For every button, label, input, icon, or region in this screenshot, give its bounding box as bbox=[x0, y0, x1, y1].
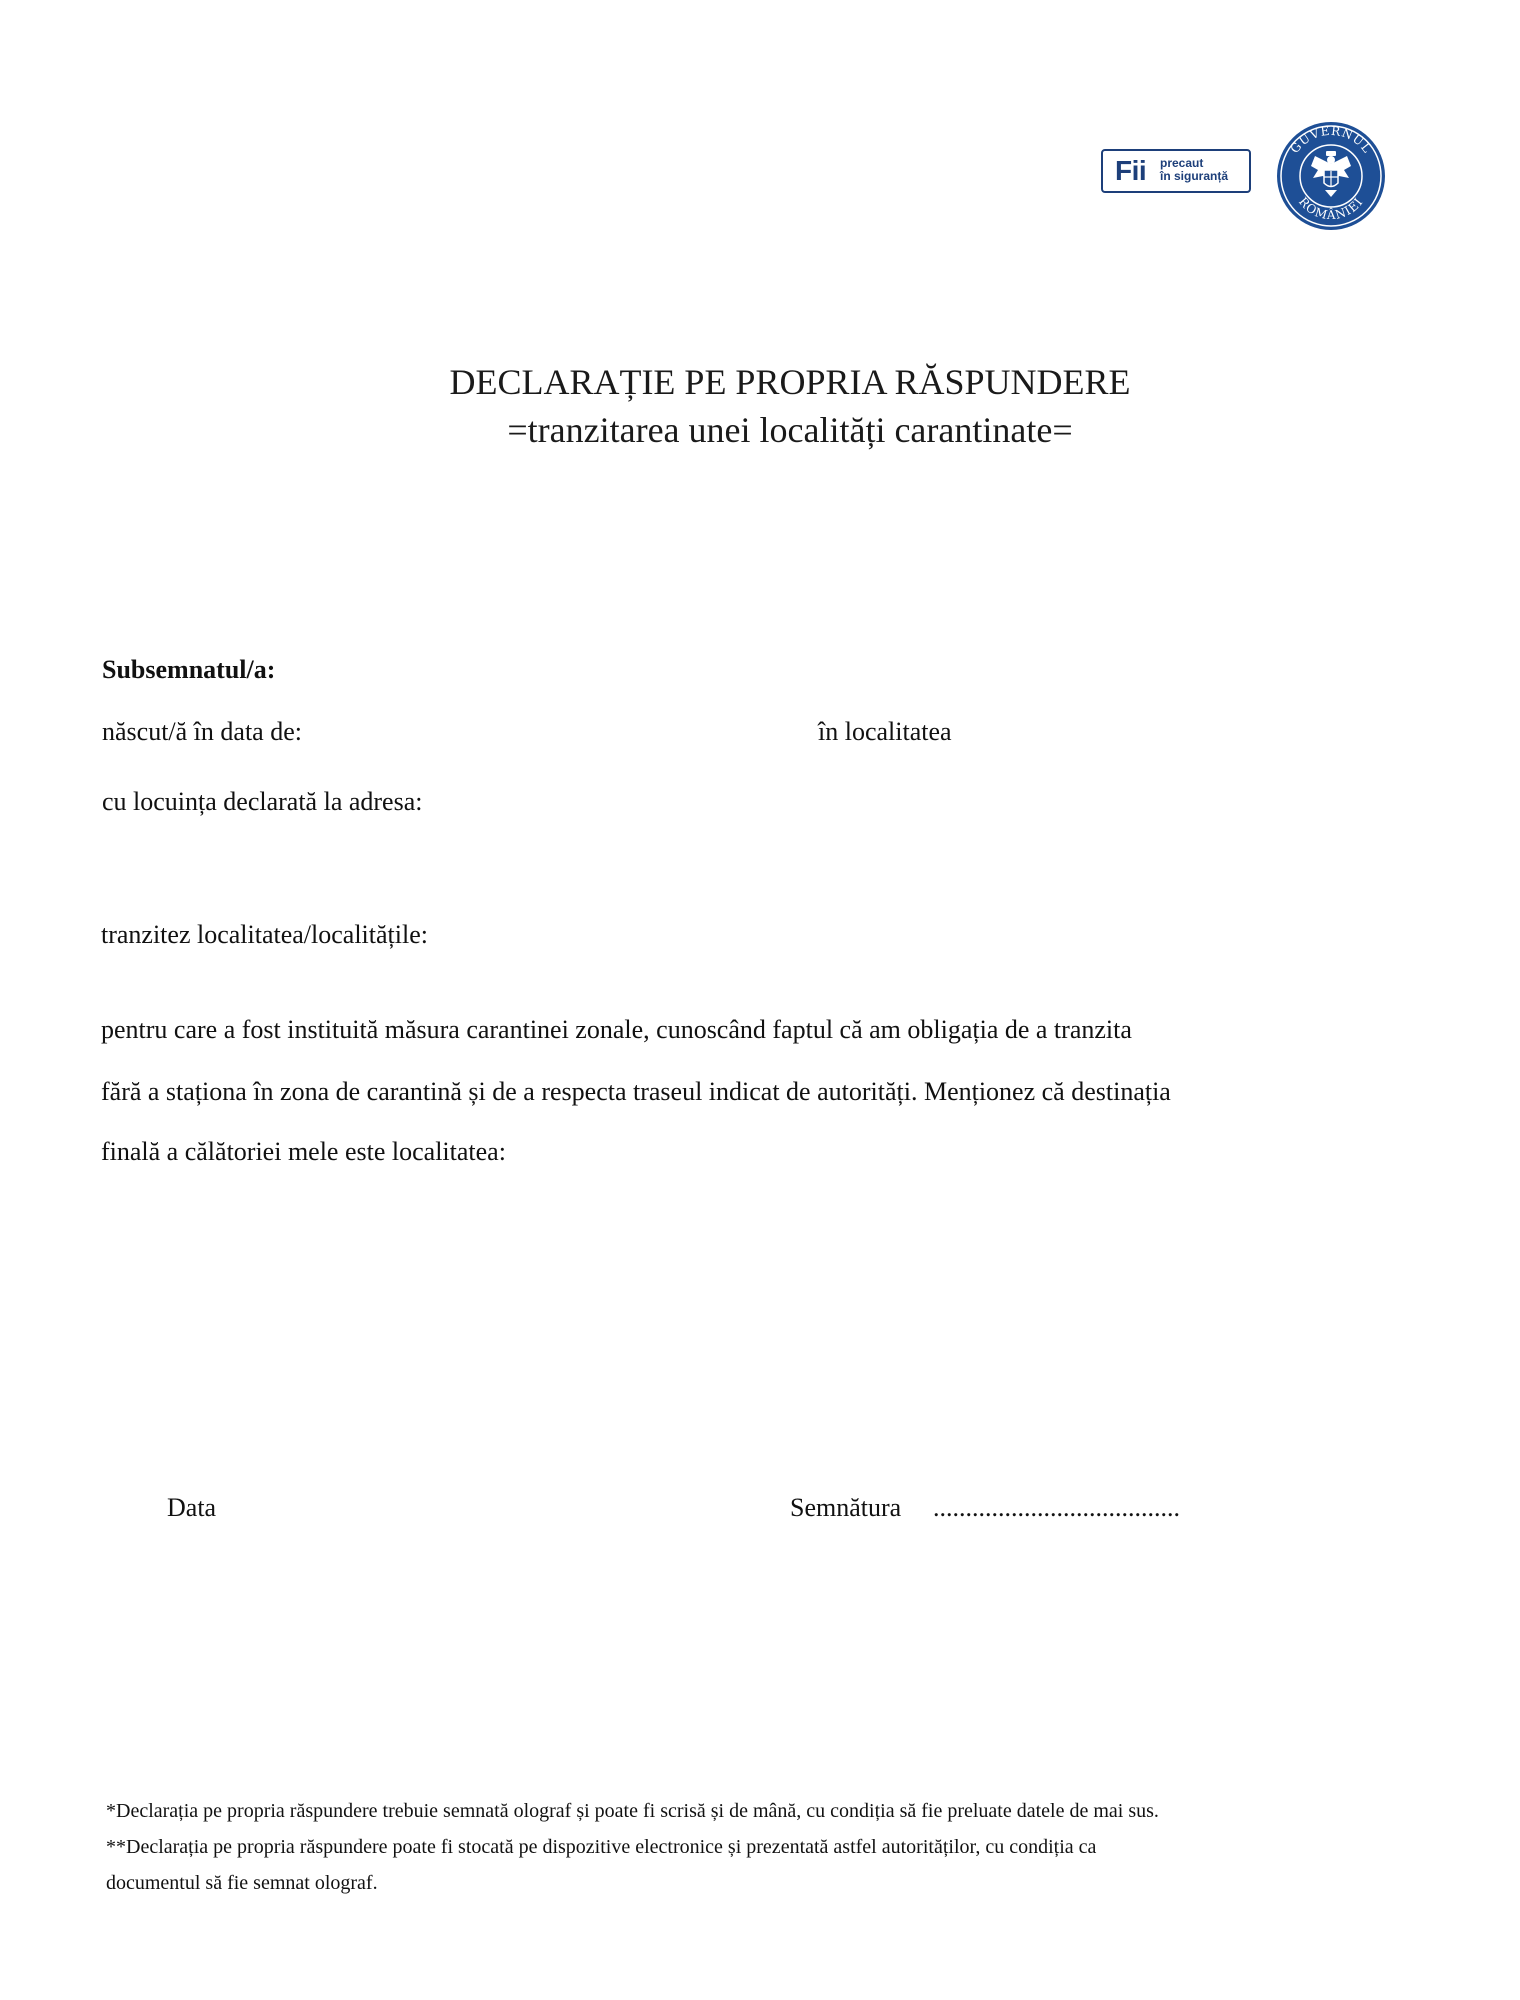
birth-locality-label: în localitatea bbox=[818, 717, 952, 746]
footnote-2: **Declarația pe propria răspundere poate fi stocată pe dispozitive electronice și prezentată astfel autorităților, cu condiția ca bbox=[106, 1836, 1097, 1858]
date-of-birth-label: născut/ă în data de: bbox=[102, 717, 302, 746]
fii-precaut-logo bbox=[1101, 149, 1251, 193]
document-title: DECLARAȚIE PE PROPRIA RĂSPUNDERE bbox=[449, 362, 1131, 402]
date-label: Data bbox=[167, 1493, 217, 1522]
signature-label: Semnătura bbox=[790, 1493, 902, 1522]
fii-logo-line1: precaut bbox=[1160, 156, 1204, 170]
government-seal-logo bbox=[1275, 120, 1387, 232]
fii-logo-line2: în siguranță bbox=[1160, 169, 1229, 183]
footnote-1: *Declarația pe propria răspundere trebuie semnată olograf și poate fi scrisă și de mână, cu condiția să fie preluate datele de mai sus. bbox=[106, 1800, 1159, 1822]
declaration-line-3: finală a călătoriei mele este localitatea: bbox=[101, 1137, 506, 1166]
declaration-line-1: pentru care a fost instituită măsura carantinei zonale, cunoscând faptul că am obligația de a tranzita bbox=[101, 1015, 1132, 1044]
signature-dotted-line: ...................................... bbox=[933, 1493, 1180, 1522]
address-label: cu locuința declarată la adresa: bbox=[102, 787, 423, 816]
document-subtitle: =tranzitarea unei localități carantinate= bbox=[507, 410, 1073, 450]
transit-localities-label: tranzitez localitatea/localitățile: bbox=[101, 920, 428, 949]
declaration-line-2: fără a staționa în zona de carantină și de a respecta traseul indicat de autorități. Menționez că destinația bbox=[101, 1077, 1171, 1106]
seal-ring-top-text: GUVERNUL bbox=[1287, 123, 1375, 156]
seal-ring-bottom-text: ROMÂNIEI bbox=[1296, 194, 1366, 223]
fii-logo-word: Fii bbox=[1115, 155, 1147, 186]
subsemnatul-label: Subsemnatul/a: bbox=[102, 655, 276, 684]
footnote-2-continued: documentul să fie semnat olograf. bbox=[106, 1872, 378, 1894]
